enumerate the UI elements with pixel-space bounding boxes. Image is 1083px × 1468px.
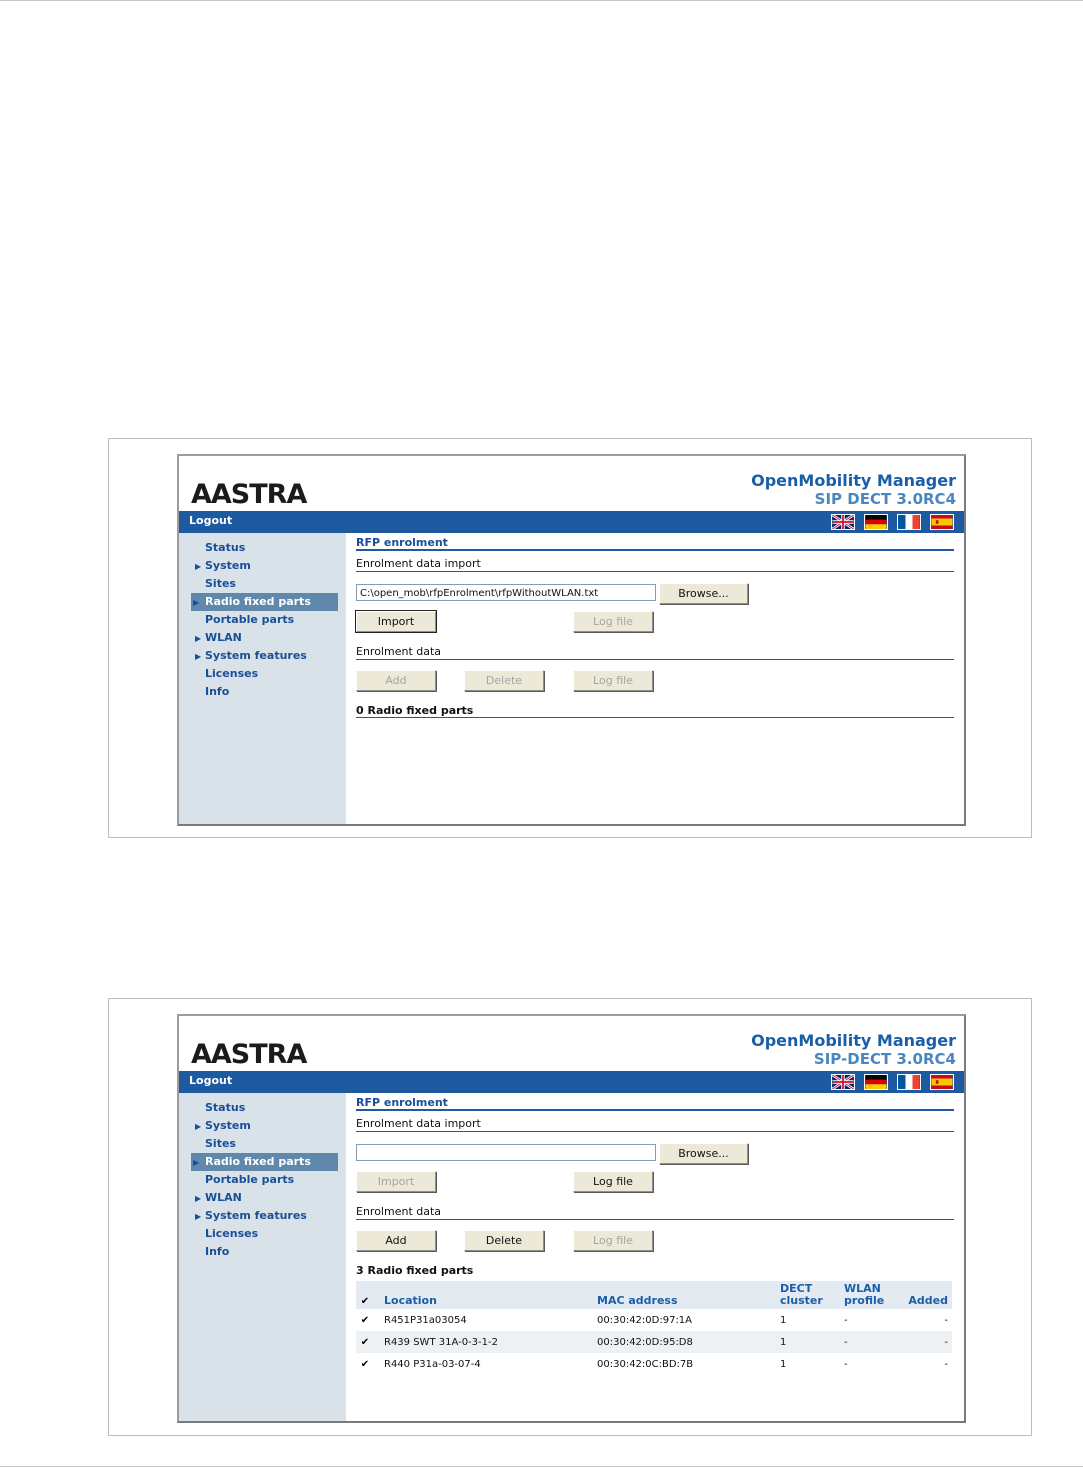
top-bar xyxy=(179,511,964,533)
table-row[interactable] xyxy=(356,1309,952,1331)
table-row[interactable] xyxy=(356,1331,952,1353)
app-title xyxy=(751,472,956,508)
location-cell: R439 SWT 31A-0-3-1-2 xyxy=(380,1331,593,1353)
app-title xyxy=(751,1032,956,1068)
sidebar-item-system[interactable]: ▶ System xyxy=(179,1117,346,1135)
location-header[interactable]: Location xyxy=(380,1281,593,1309)
sidebar-item-licenses[interactable]: Licenses xyxy=(205,1227,259,1240)
sidebar xyxy=(179,533,346,824)
product-name: OpenMobility Manager xyxy=(751,471,956,490)
page-title: RFP enrolment xyxy=(356,536,448,549)
aastra-logo xyxy=(191,480,331,506)
expand-arrow-icon: ▶ xyxy=(195,634,202,643)
table-header-row xyxy=(356,1281,952,1309)
import-button[interactable]: Import xyxy=(356,1171,436,1192)
sidebar-item-wlan[interactable]: ▶ WLAN xyxy=(179,629,346,647)
expand-arrow-icon: ▶ xyxy=(195,562,202,571)
aastra-logo xyxy=(191,1040,331,1066)
dect-cell: 1 xyxy=(776,1331,840,1353)
section-title-enrolment-data: Enrolment data xyxy=(356,1205,442,1218)
expand-arrow-icon: ▶ xyxy=(195,1194,202,1203)
logout-link[interactable]: Logout xyxy=(189,1074,233,1087)
spain-flag-icon[interactable] xyxy=(930,514,954,530)
import-log-file-button[interactable]: Log file xyxy=(573,1171,653,1192)
delete-button[interactable]: Delete xyxy=(464,670,544,691)
dect-cell: 1 xyxy=(780,1358,787,1370)
added-cell: - xyxy=(944,1358,948,1370)
svg-text:AASTRA: AASTRA xyxy=(191,480,307,506)
mac-cell: 00:30:42:0D:97:1A xyxy=(597,1314,693,1326)
sidebar-item-sites[interactable]: Sites xyxy=(205,577,236,590)
select-all-header xyxy=(356,1281,380,1309)
screenshot-frame-2 xyxy=(108,998,1032,1436)
sidebar-item-radio-fixed-parts[interactable]: ▶ Radio fixed parts xyxy=(191,593,338,611)
wlan-cell: - xyxy=(840,1331,903,1353)
expand-arrow-icon: ▶ xyxy=(193,598,200,607)
germany-flag-icon[interactable] xyxy=(864,1074,888,1090)
top-bar xyxy=(179,1071,964,1093)
sidebar-item-portable-parts[interactable]: Portable parts xyxy=(205,1173,295,1186)
wlan-cell: - xyxy=(844,1314,848,1326)
product-version: SIP DECT 3.0RC4 xyxy=(814,490,956,508)
table-row[interactable] xyxy=(356,1353,952,1375)
sidebar-item-system-features[interactable]: ▶ System features xyxy=(179,647,346,665)
divider xyxy=(356,717,954,718)
sidebar-item-info[interactable]: Info xyxy=(205,685,230,698)
sidebar-item-system-features[interactable]: ▶ System features xyxy=(179,1207,346,1225)
divider xyxy=(356,1109,954,1111)
wlan-cell: - xyxy=(844,1358,848,1370)
main-content xyxy=(346,533,964,824)
add-button[interactable]: Add xyxy=(356,1230,436,1251)
sidebar xyxy=(179,1093,346,1421)
sidebar-item-radio-fixed-parts[interactable]: ▶ Radio fixed parts xyxy=(191,1153,338,1171)
sidebar-item-sites[interactable]: Sites xyxy=(205,1137,236,1150)
sidebar-item-status[interactable]: Status xyxy=(205,1101,246,1114)
mac-header[interactable]: MAC address xyxy=(593,1281,776,1309)
logout-link[interactable]: Logout xyxy=(189,514,233,527)
data-log-file-button[interactable]: Log file xyxy=(573,670,653,691)
dect-cluster-header[interactable]: DECT cluster xyxy=(776,1281,840,1309)
expand-arrow-icon: ▶ xyxy=(195,1122,202,1131)
spain-flag-icon[interactable] xyxy=(930,1074,954,1090)
france-flag-icon[interactable] xyxy=(897,514,921,530)
uk-flag-icon[interactable] xyxy=(831,514,855,530)
mac-cell: 00:30:42:0C:BD:7B xyxy=(597,1358,694,1370)
row-checkbox[interactable]: ✔ xyxy=(360,1336,370,1348)
rfp-count-title: 0 Radio fixed parts xyxy=(356,704,474,717)
language-flags xyxy=(831,1074,954,1090)
import-log-file-button[interactable]: Log file xyxy=(573,611,653,632)
page-title: RFP enrolment xyxy=(356,1096,448,1109)
page-bottom-rule xyxy=(0,1466,1083,1467)
section-title-import: Enrolment data import xyxy=(356,557,481,570)
row-checkbox[interactable]: ✔ xyxy=(360,1314,370,1326)
expand-arrow-icon: ▶ xyxy=(195,652,202,661)
svg-text:AASTRA: AASTRA xyxy=(191,1040,307,1066)
select-all-checkbox[interactable]: ✔ xyxy=(360,1296,370,1307)
import-button[interactable]: Import xyxy=(356,611,436,632)
add-button[interactable]: Add xyxy=(356,670,436,691)
dect-cell: 1 xyxy=(780,1314,787,1326)
rfp-count-title: 3 Radio fixed parts xyxy=(356,1264,474,1277)
data-log-file-button[interactable]: Log file xyxy=(573,1230,653,1251)
product-version: SIP-DECT 3.0RC4 xyxy=(813,1050,956,1068)
location-cell: R451P31a03054 xyxy=(384,1314,467,1326)
section-title-import: Enrolment data import xyxy=(356,1117,481,1130)
omm-window-2 xyxy=(177,1014,966,1423)
sidebar-item-status[interactable]: Status xyxy=(205,541,246,554)
delete-button[interactable]: Delete xyxy=(464,1230,544,1251)
sidebar-item-portable-parts[interactable]: Portable parts xyxy=(205,613,295,626)
expand-arrow-icon: ▶ xyxy=(195,1212,202,1221)
sidebar-item-system[interactable]: ▶ System xyxy=(179,557,346,575)
france-flag-icon[interactable] xyxy=(897,1074,921,1090)
screenshot-frame-1 xyxy=(108,438,1032,838)
uk-flag-icon[interactable] xyxy=(831,1074,855,1090)
added-header[interactable]: Added xyxy=(903,1281,952,1309)
expand-arrow-icon: ▶ xyxy=(193,1158,200,1167)
location-cell: R440 P31a-03-07-4 xyxy=(384,1358,481,1370)
header xyxy=(179,1016,964,1071)
added-cell: - xyxy=(903,1331,952,1353)
divider xyxy=(356,549,954,551)
main-content xyxy=(346,1093,964,1421)
row-checkbox[interactable]: ✔ xyxy=(360,1358,370,1370)
wlan-profile-header[interactable]: WLAN profile xyxy=(840,1281,903,1309)
added-cell: - xyxy=(944,1314,948,1326)
browse-button[interactable]: Browse... xyxy=(659,583,748,604)
product-name: OpenMobility Manager xyxy=(751,1031,956,1050)
file-path-input[interactable]: C:\open_mob\rfpEnrolment\rfpWithoutWLAN.txt xyxy=(356,584,656,601)
mac-cell: 00:30:42:0D:95:D8 xyxy=(593,1331,776,1353)
browse-button[interactable]: Browse... xyxy=(659,1143,748,1164)
omm-window-1 xyxy=(177,454,966,826)
sidebar-item-wlan[interactable]: ▶ WLAN xyxy=(179,1189,346,1207)
page-top-rule xyxy=(0,0,1083,1)
header xyxy=(179,456,964,511)
germany-flag-icon[interactable] xyxy=(864,514,888,530)
sidebar-item-info[interactable]: Info xyxy=(205,1245,230,1258)
file-path-input[interactable] xyxy=(356,1144,656,1161)
language-flags xyxy=(831,514,954,530)
section-title-enrolment-data: Enrolment data xyxy=(356,645,442,658)
rfp-table xyxy=(356,1281,952,1375)
sidebar-item-licenses[interactable]: Licenses xyxy=(205,667,259,680)
